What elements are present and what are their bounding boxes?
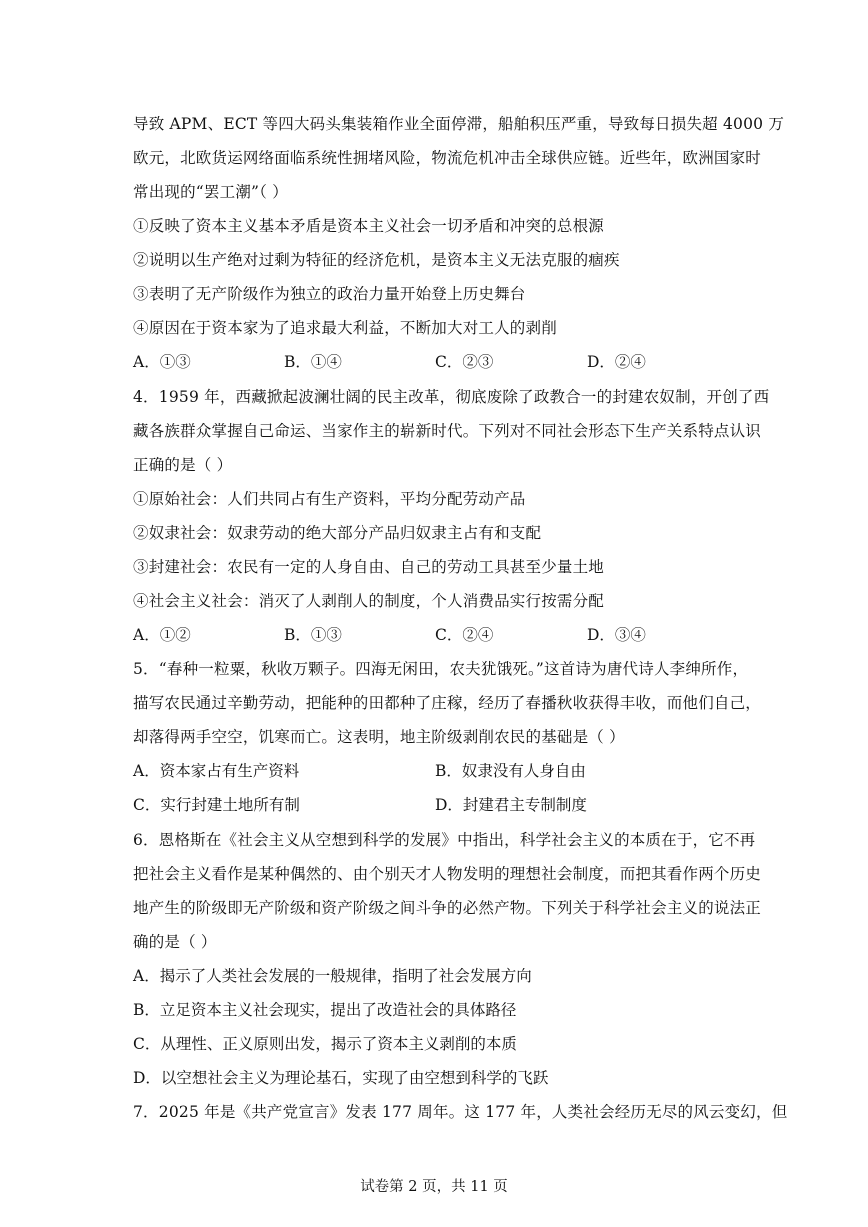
q5-option-b[interactable]: B．奴隶没有人身自由 xyxy=(435,762,586,780)
q3-item-1: ①反映了资本主义基本矛盾是资本主义社会一切矛盾和冲突的总根源 xyxy=(133,217,605,235)
q4-option-a[interactable]: A．①② xyxy=(133,626,191,644)
page-footer: 试卷第 2 页，共 11 页 xyxy=(360,1179,508,1195)
q5-stem-line-1: 5．“春种一粒粟，秋收万颗子。四海无闲田，农夫犹饿死。”这首诗为唐代诗人李绅所作， xyxy=(133,660,749,678)
q6-option-a[interactable]: A．揭示了人类社会发展的一般规律，指明了社会发展方向 xyxy=(133,967,532,985)
q4-option-b[interactable]: B．①③ xyxy=(284,626,342,644)
q6-option-b[interactable]: B．立足资本主义社会现实，提出了改造社会的具体路径 xyxy=(133,1001,517,1019)
q4-stem-line-3: 正确的是（ ） xyxy=(133,456,233,474)
q4-item-3: ③封建社会：农民有一定的人身自由、自己的劳动工具甚至少量土地 xyxy=(133,558,605,576)
q6-option-d[interactable]: D．以空想社会主义为理论基石，实现了由空想到科学的飞跃 xyxy=(133,1069,549,1087)
q4-item-2: ②奴隶社会：奴隶劳动的绝大部分产品归奴隶主占有和支配 xyxy=(133,524,542,542)
q3-option-a[interactable]: A．①③ xyxy=(133,353,191,371)
q4-item-4: ④社会主义社会：消灭了人剥削人的制度，个人消费品实行按需分配 xyxy=(133,592,605,610)
q3-stem-line-3: 常出现的“罢工潮”（ ） xyxy=(133,183,288,201)
q3-stem-line-1: 导致 APM、ECT 等四大码头集装箱作业全面停滞，船舶积压严重，导致每日损失超 4000 万 xyxy=(133,115,785,133)
q6-stem-line-2: 把社会主义看作是某种偶然的、由个别天才人物发明的理想社会制度，而把其看作两个历史 xyxy=(133,865,762,883)
q5-stem-line-2: 描写农民通过辛勤劳动，把能种的田都种了庄稼，经历了春播秋收获得丰收，而他们自己， xyxy=(133,694,762,712)
q3-item-2: ②说明以生产绝对过剩为特征的经济危机，是资本主义无法克服的痼疾 xyxy=(133,251,620,269)
q5-stem-line-3: 却落得两手空空，饥寒而亡。这表明，地主阶级剥削农民的基础是（ ） xyxy=(133,728,625,746)
q3-item-3: ③表明了无产阶级作为独立的政治力量开始登上历史舞台 xyxy=(133,285,526,303)
q5-option-c[interactable]: C．实行封建土地所有制 xyxy=(133,796,300,814)
q6-stem-line-4: 确的是（ ） xyxy=(133,933,217,951)
q3-item-4: ④原因在于资本家为了追求最大利益，不断加大对工人的剥削 xyxy=(133,319,557,337)
q4-option-d[interactable]: D．③④ xyxy=(587,626,646,644)
q6-stem-line-3: 地产生的阶级即无产阶级和资产阶级之间斗争的必然产物。下列关于科学社会主义的说法正 xyxy=(133,899,762,917)
q3-option-c[interactable]: C．②③ xyxy=(435,353,494,371)
q4-stem-line-2: 藏各族群众掌握自己命运、当家作主的崭新时代。下列对不同社会形态下生产关系特点认识 xyxy=(133,422,762,440)
q6-stem-line-1: 6．恩格斯在《社会主义从空想到科学的发展》中指出，科学社会主义的本质在于，它不再 xyxy=(133,831,756,849)
q4-item-1: ①原始社会：人们共同占有生产资料，平均分配劳动产品 xyxy=(133,490,526,508)
q5-option-d[interactable]: D．封建君主专制制度 xyxy=(435,796,587,814)
q4-stem-line-1: 4．1959 年，西藏掀起波澜壮阔的民主改革，彻底废除了政教合一的封建农奴制，开创了西 xyxy=(133,388,770,406)
q4-option-c[interactable]: C．②④ xyxy=(435,626,494,644)
q3-option-d[interactable]: D．②④ xyxy=(587,353,646,371)
q3-option-b[interactable]: B．①④ xyxy=(284,353,342,371)
q7-stem-line-1: 7．2025 年是《共产党宣言》发表 177 周年。这 177 年，人类社会经历无尽的风云变幻，但 xyxy=(133,1103,788,1121)
q3-stem-line-2: 欧元，北欧货运网络面临系统性拥堵风险，物流危机冲击全球供应链。近些年，欧洲国家时 xyxy=(133,149,762,167)
q6-option-c[interactable]: C．从理性、正义原则出发，揭示了资本主义剥削的本质 xyxy=(133,1035,517,1053)
q5-option-a[interactable]: A．资本家占有生产资料 xyxy=(133,762,300,780)
